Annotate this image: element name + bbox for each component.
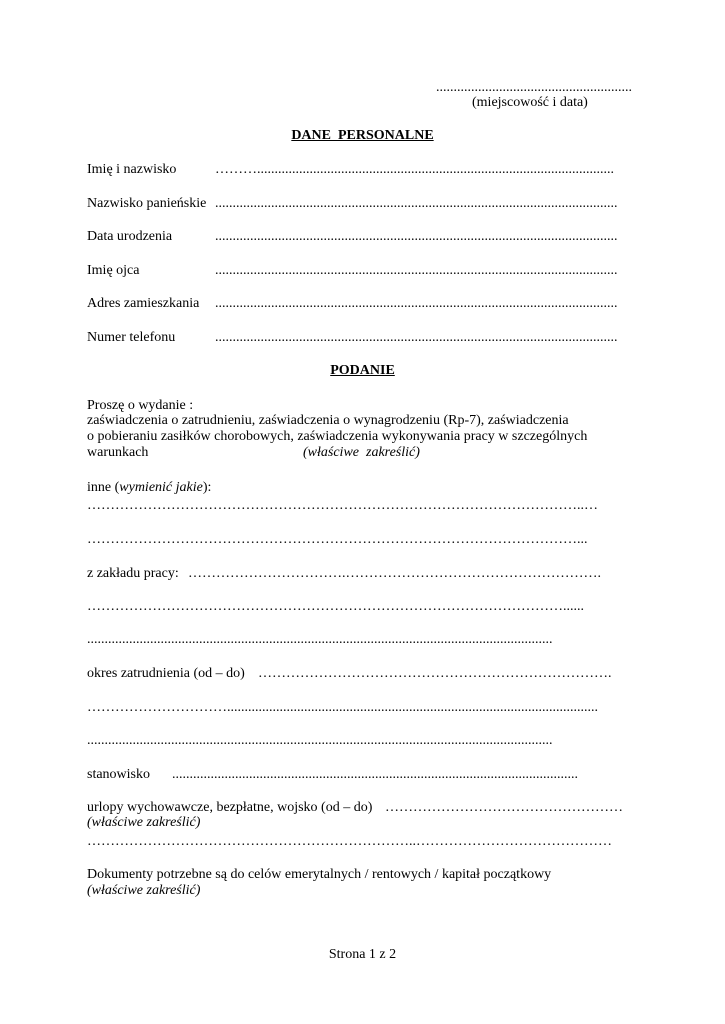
leave-input-line[interactable]: ……………………………………………………………..…………………………………… [87, 834, 612, 849]
field-phone-input[interactable]: ................................................................................................................... [215, 330, 618, 345]
request-options-line: warunkach [87, 445, 149, 460]
workplace-input-line[interactable]: ..................................................................................................................................... [87, 632, 553, 647]
leave-input[interactable]: …………………………………………… [385, 800, 623, 815]
field-birth-date-input[interactable]: ................................................................................................................... [215, 229, 618, 244]
other-input-line[interactable]: ……………………………………………………………………………………………... [87, 532, 588, 547]
field-label-maiden-name: Nazwisko panieńskie [87, 196, 207, 211]
field-label-father-name: Imię ojca [87, 263, 140, 278]
position-label: stanowisko [87, 767, 150, 782]
employment-period-input[interactable]: …………………………………………………………………. [258, 666, 612, 681]
field-label-birth-date: Data urodzenia [87, 229, 173, 244]
employment-period-line[interactable]: ..................................................................................................................................... [87, 733, 553, 748]
field-father-name-input[interactable]: ................................................................................................................... [215, 263, 618, 278]
field-maiden-name-input[interactable]: ................................................................................................................... [215, 196, 618, 211]
field-address-input[interactable]: ................................................................................................................... [215, 296, 618, 311]
place-date-label: (miejscowość i data) [472, 95, 588, 110]
field-label-name: Imię i nazwisko [87, 162, 177, 177]
workplace-input-line[interactable]: …………………………………………………………………………………………...... [87, 599, 584, 614]
personal-data-title: DANE PERSONALNE [291, 128, 434, 143]
strike-appropriate-note: (właściwe zakreślić) [303, 445, 420, 460]
documents-purpose-line: Dokumenty potrzebne są do celów emerytalnych / rentowych / kapitał początkowy [87, 867, 552, 882]
request-title: PODANIE [330, 363, 395, 378]
employment-period-label: okres zatrudnienia (od – do) [87, 666, 245, 681]
request-intro: Proszę o wydanie : [87, 398, 194, 413]
workplace-label: z zakładu pracy: [87, 566, 179, 581]
other-input-line[interactable]: ……………………………………………………………………………………………..… [87, 498, 598, 513]
workplace-input[interactable]: …………………………….………………………………………………. [188, 566, 601, 581]
strike-appropriate-note: (właściwe zakreślić) [87, 815, 201, 830]
strike-appropriate-note: (właściwe zakreślić) [87, 883, 201, 898]
position-input[interactable]: .................................................................................................................... [172, 767, 578, 782]
field-label-address: Adres zamieszkania [87, 296, 200, 311]
place-date-dots[interactable]: ........................................................ [436, 80, 632, 95]
leave-label: urlopy wychowawcze, bezpłatne, wojsko (od – do) [87, 800, 373, 815]
other-label: inne (wymienić jakie): [87, 480, 212, 495]
request-options-line: zaświadczenia o zatrudnieniu, zaświadczenia o wynagrodzeniu (Rp-7), zaświadczenia [87, 413, 569, 428]
field-name-input[interactable]: ………...................................................................................................... [215, 162, 614, 177]
field-label-phone: Numer telefonu [87, 330, 176, 345]
request-options-line: o pobieraniu zasiłków chorobowych, zaświadczenia wykonywania pracy w szczególnych [87, 429, 588, 444]
employment-period-line[interactable]: ………………………….......................................................................................................... [87, 700, 598, 715]
page-number: Strona 1 z 2 [328, 947, 397, 962]
